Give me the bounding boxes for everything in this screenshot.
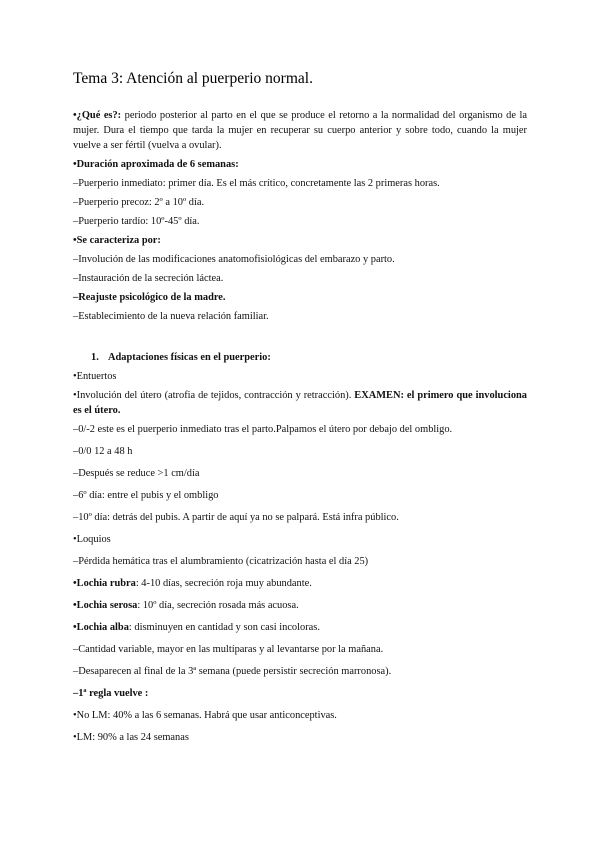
involucion-text: •Involución del útero (atrofia de tejidos, contracción y retracción). bbox=[73, 390, 355, 401]
duracion-section bbox=[73, 157, 527, 229]
loquios-section bbox=[73, 532, 527, 679]
involucion-paragraph bbox=[73, 388, 527, 418]
loquios-item: –Cantidad variable, mayor en las multíparas y al levantarse por la mañana. bbox=[73, 644, 384, 655]
lochia-alba-item: •Lochia alba: disminuyen en cantidad y son casi incoloras. bbox=[73, 622, 320, 633]
involucion-item: –Después se reduce >1 cm/día bbox=[73, 468, 200, 479]
section-title: Adaptaciones físicas en el puerperio: bbox=[108, 352, 271, 363]
regla-heading: –1ª regla vuelve : bbox=[73, 688, 149, 699]
involucion-exam-note: EXAMEN: el primero que involuciona es el útero. bbox=[73, 390, 527, 416]
involucion-list bbox=[73, 422, 527, 525]
section-heading bbox=[73, 350, 527, 365]
caracteriza-heading: •Se caracteriza por: bbox=[73, 235, 161, 246]
document-body bbox=[73, 108, 527, 745]
caracteriza-item-bold: –Reajuste psicológico de la madre. bbox=[73, 292, 226, 303]
caracteriza-section bbox=[73, 233, 527, 324]
regla-item: •LM: 90% a las 24 semanas bbox=[73, 732, 189, 743]
duracion-item: –Puerperio inmediato: primer día. Es el más crítico, concretamente las 2 primeras horas. bbox=[73, 178, 440, 189]
loquios-item: –Pérdida hemática tras el alumbramiento (cicatrización hasta el día 25) bbox=[73, 556, 369, 567]
regla-item: •No LM: 40% a las 6 semanas. Habrá que usar anticonceptivas. bbox=[73, 710, 337, 721]
page-title: Tema 3: Atención al puerperio normal. bbox=[73, 70, 313, 87]
lochia-rubra-item: •Lochia rubra: 4-10 días, secreción roja muy abundante. bbox=[73, 578, 312, 589]
lochia-serosa-item: •Lochia serosa: 10º día, secreción rosada más acuosa. bbox=[73, 600, 299, 611]
caracteriza-item: –Instauración de la secreción láctea. bbox=[73, 273, 224, 284]
intro-label: •¿Qué es?: bbox=[73, 110, 122, 121]
regla-section bbox=[73, 686, 527, 745]
caracteriza-item: –Involución de las modificaciones anatomofisiológicas del embarazo y parto. bbox=[73, 254, 395, 265]
caracteriza-item: –Establecimiento de la nueva relación familiar. bbox=[73, 311, 269, 322]
involucion-item: –6º día: entre el pubis y el ombligo bbox=[73, 490, 219, 501]
intro-text: periodo posterior al parto en el que se produce el retorno a la normalidad del organismo de la mujer. Dura el tiempo que tarda la mujer en recuperar su cuerpo anterior y sobre todo, cuando la mujer vuelve a ser fértil (vuelva a ovular). bbox=[73, 110, 527, 151]
duracion-item: –Puerperio precoz: 2º a 10º día. bbox=[73, 197, 205, 208]
involucion-item: –10º día: detrás del pubis. A partir de aquí ya no se palpará. Está infra público. bbox=[73, 512, 399, 523]
loquios-heading: •Loquios bbox=[73, 534, 111, 545]
duracion-item: –Puerperio tardío: 10º-45º día. bbox=[73, 216, 200, 227]
loquios-item: –Desaparecen al final de la 3ª semana (puede persistir secreción marronosa). bbox=[73, 666, 392, 677]
entuertos-item: •Entuertos bbox=[73, 371, 117, 382]
involucion-item: –0/0 12 a 48 h bbox=[73, 446, 133, 457]
duracion-heading: •Duración aproximada de 6 semanas: bbox=[73, 159, 239, 170]
involucion-item: –0/-2 este es el puerperio inmediato tras el parto.Palpamos el útero por debajo del ombligo. bbox=[73, 424, 453, 435]
intro-paragraph bbox=[73, 108, 527, 153]
section-number: 1. bbox=[91, 352, 99, 363]
